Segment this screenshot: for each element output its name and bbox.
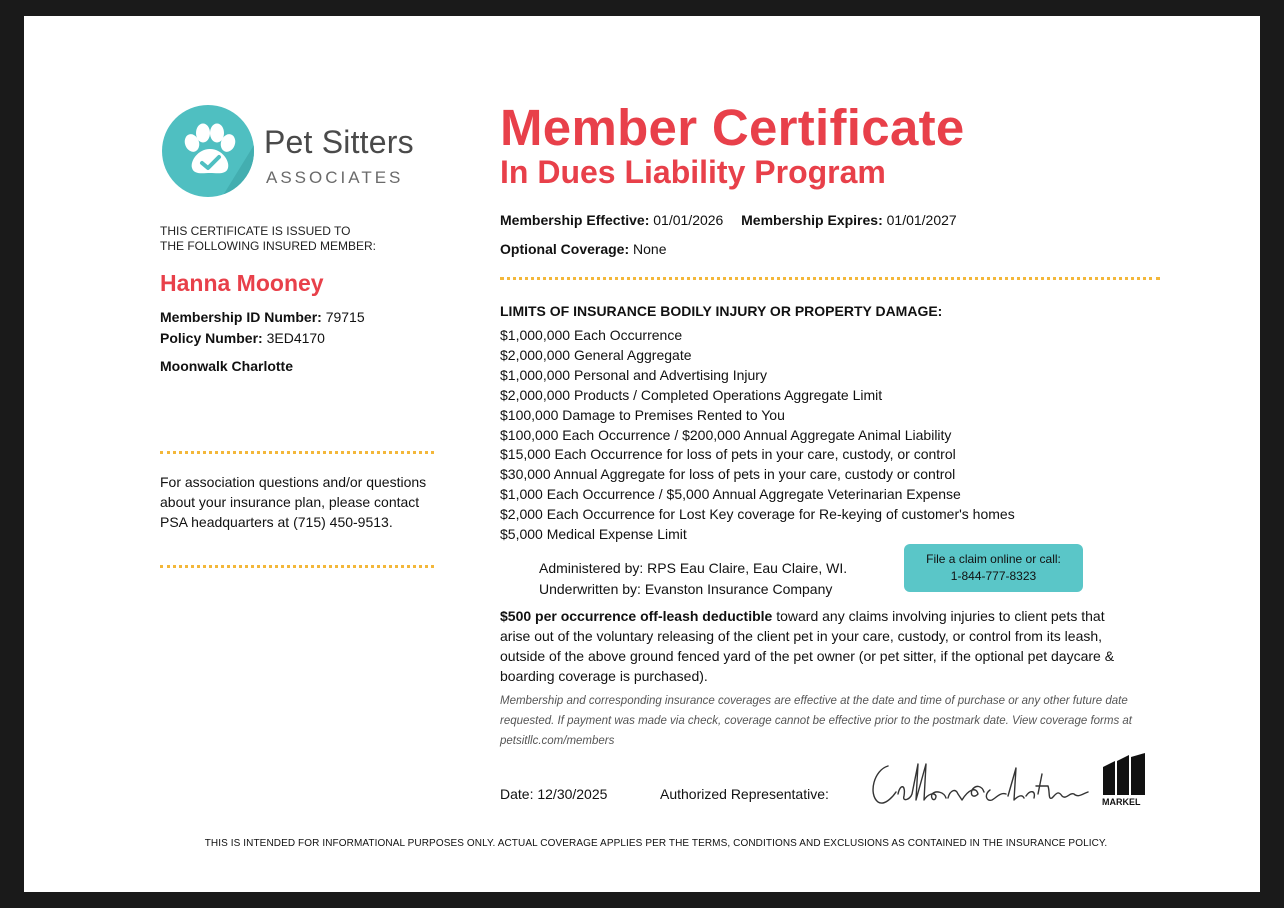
deductible-notice: $500 per occurrence off-leash deductible toward any claims involving injuries to client pets that arise out of the voluntary releasing of the client pet in your care, custody, or control from its leash, outside of the above ground fenced yard of the pet owner (or pet sitter, if the optional pet daycare & boarding coverage is purchased).	[500, 608, 1115, 684]
limit-item: $2,000,000 General Aggregate	[500, 346, 692, 363]
administered-by: Administered by: RPS Eau Claire, Eau Claire, WI.	[539, 560, 848, 576]
markel-logo-icon	[1101, 753, 1149, 807]
divider	[500, 277, 1160, 280]
limit-item: $15,000 Each Occurrence for loss of pets in your care, custody, or control	[500, 446, 956, 463]
logo-paw-icon	[162, 105, 254, 197]
underwritten-by: Underwritten by: Evanston Insurance Company	[539, 581, 833, 597]
certificate-page	[24, 16, 1260, 892]
policy-number: Policy Number: 3ED4170	[160, 330, 325, 346]
disclaimer: THIS IS INTENDED FOR INFORMATIONAL PURPOSES ONLY. ACTUAL COVERAGE APPLIES PER THE TERMS, CONDITIONS AND EXCLUSIONS AS CONTAINED IN THE INSURANCE POLICY.	[204, 838, 1108, 849]
issued-to-label: THIS CERTIFICATE IS ISSUED TO THE FOLLOWING INSURED MEMBER:	[160, 224, 377, 253]
certificate-subtitle: In Dues Liability Program	[500, 154, 886, 190]
optional-coverage: Optional Coverage: None	[500, 241, 667, 257]
fine-print: Membership and corresponding insurance coverages are effective at the date and time of purchase or any other future date requested. If payment was made via check, coverage cannot be effective prior to the postmark date. View coverage forms at petsitllc.com/members	[500, 695, 1132, 747]
file-claim-button[interactable]	[904, 544, 1083, 592]
member-name: Hanna Mooney	[160, 270, 324, 296]
divider	[160, 451, 434, 454]
logo-subname: ASSOCIATES	[266, 168, 404, 187]
limit-item: $1,000,000 Each Occurrence	[500, 327, 683, 343]
business-name: Moonwalk Charlotte	[160, 358, 294, 374]
signature-icon	[866, 754, 1096, 814]
claim-phone: 1-844-777-8323	[950, 569, 1037, 583]
limits-list	[500, 326, 1015, 545]
membership-dates: Membership Effective: 01/01/2026 Membership Expires: 01/01/2027	[500, 212, 957, 228]
limit-item: $2,000,000 Products / Completed Operations Aggregate Limit	[500, 386, 883, 403]
limit-item: $2,000 Each Occurrence for Lost Key coverage for Re-keying of customer's homes	[500, 506, 1015, 523]
membership-id: Membership ID Number: 79715	[160, 309, 365, 325]
svg-text:MARKEL: MARKEL	[1102, 797, 1141, 807]
claim-label: File a claim online or call:	[926, 552, 1061, 566]
administration-info	[539, 558, 847, 600]
limits-heading: LIMITS OF INSURANCE BODILY INJURY OR PROPERTY DAMAGE:	[500, 303, 943, 319]
authorized-label: Authorized Representative:	[660, 786, 829, 802]
certificate-date: Date: 12/30/2025	[500, 786, 608, 802]
limit-item: $100,000 Damage to Premises Rented to You	[500, 406, 785, 423]
logo-name: Pet Sitters	[264, 124, 414, 160]
certificate-title: Member Certificate	[500, 99, 965, 156]
limit-item: $1,000 Each Occurrence / $5,000 Annual Aggregate Veterinarian Expense	[500, 486, 961, 503]
limit-item: $5,000 Medical Expense Limit	[500, 526, 687, 543]
divider	[160, 565, 434, 568]
contact-info: For association questions and/or questions about your insurance plan, please contact PSA headquarters at (715) 450-9513.	[160, 474, 427, 530]
limit-item: $100,000 Each Occurrence / $200,000 Annual Aggregate Animal Liability	[500, 426, 952, 443]
limit-item: $30,000 Annual Aggregate for loss of pets in your care, custody or control	[500, 466, 956, 483]
limit-item: $1,000,000 Personal and Advertising Injury	[500, 366, 767, 383]
